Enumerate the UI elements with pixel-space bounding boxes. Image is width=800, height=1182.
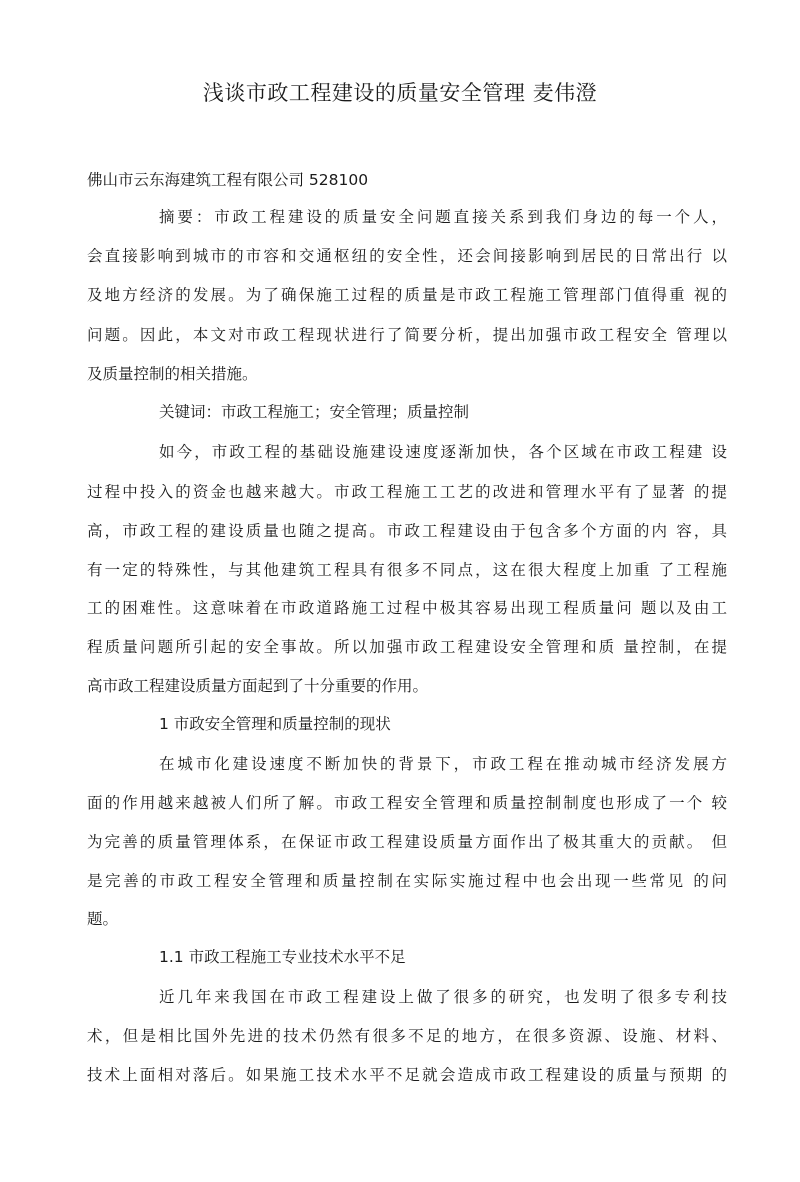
section1-line: 面的作用越来越被人们所了解。市政工程安全管理和质量控制制度也形成了一个 较 xyxy=(87,794,727,812)
section11-line: 近几年来我国在市政工程建设上做了很多的研究，也发明了很多专利技 xyxy=(159,988,727,1006)
abstract-line: 问题。因此，本文对市政工程现状进行了简要分析，提出加强市政工程安全 管理以 xyxy=(87,326,727,344)
section-heading: 1 市政安全管理和质量控制的现状 xyxy=(159,715,391,733)
abstract-line: 会直接影响到城市的市容和交通枢纽的安全性，还会间接影响到居民的日常出行 以 xyxy=(87,247,727,265)
section1-line: 是完善的市政工程安全管理和质量控制在实际实施过程中也会出现一些常见 的问 xyxy=(87,872,727,890)
intro-line: 高市政工程建设质量方面起到了十分重要的作用。 xyxy=(87,677,429,695)
intro-line: 过程中投入的资金也越来越大。市政工程施工工艺的改进和管理水平有了显著 的提 xyxy=(87,483,727,501)
section1-line: 在城市化建设速度不断加快的背景下，市政工程在推动城市经济发展方 xyxy=(159,755,727,773)
section11-line: 术，但是相比国外先进的技术仍然有很多不足的地方，在很多资源、设施、材料、 xyxy=(87,1027,727,1045)
section1-line: 题。 xyxy=(87,910,119,928)
section1-line: 为完善的质量管理体系，在保证市政工程建设质量方面作出了极其重大的贡献。 但 xyxy=(87,833,727,851)
affiliation: 佛山市云东海建筑工程有限公司 528100 xyxy=(87,171,369,189)
intro-line: 有一定的特殊性，与其他建筑工程具有很多不同点，这在很大程度上加重 了工程施 xyxy=(87,561,727,579)
abstract-line: 及质量控制的相关措施。 xyxy=(87,365,258,383)
section11-line: 技术上面相对落后。如果施工技术水平不足就会造成市政工程建设的质量与预期 的 xyxy=(87,1066,727,1084)
intro-line: 工的困难性。这意味着在市政道路施工过程中极其容易出现工程质量问 题以及由工 xyxy=(87,599,727,617)
abstract-line: 摘要：市政工程建设的质量安全问题直接关系到我们身边的每一个人， xyxy=(159,208,727,226)
abstract-line: 及地方经济的发展。为了确保施工过程的质量是市政工程施工管理部门值得重 视的 xyxy=(87,286,727,304)
keywords: 关键词：市政工程施工；安全管理；质量控制 xyxy=(159,403,470,421)
intro-line: 程质量问题所引起的安全事故。所以加强市政工程建设安全管理和质 量控制，在提 xyxy=(87,638,727,656)
intro-line: 如今，市政工程的基础设施建设速度逐渐加快，各个区域在市政工程建 设 xyxy=(159,443,727,461)
page-title: 浅谈市政工程建设的质量安全管理 麦伟澄 xyxy=(202,81,598,105)
intro-line: 高，市政工程的建设质量也随之提高。市政工程建设由于包含多个方面的内 容，具 xyxy=(87,522,727,540)
subsection-heading: 1.1 市政工程施工专业技术水平不足 xyxy=(159,948,406,966)
